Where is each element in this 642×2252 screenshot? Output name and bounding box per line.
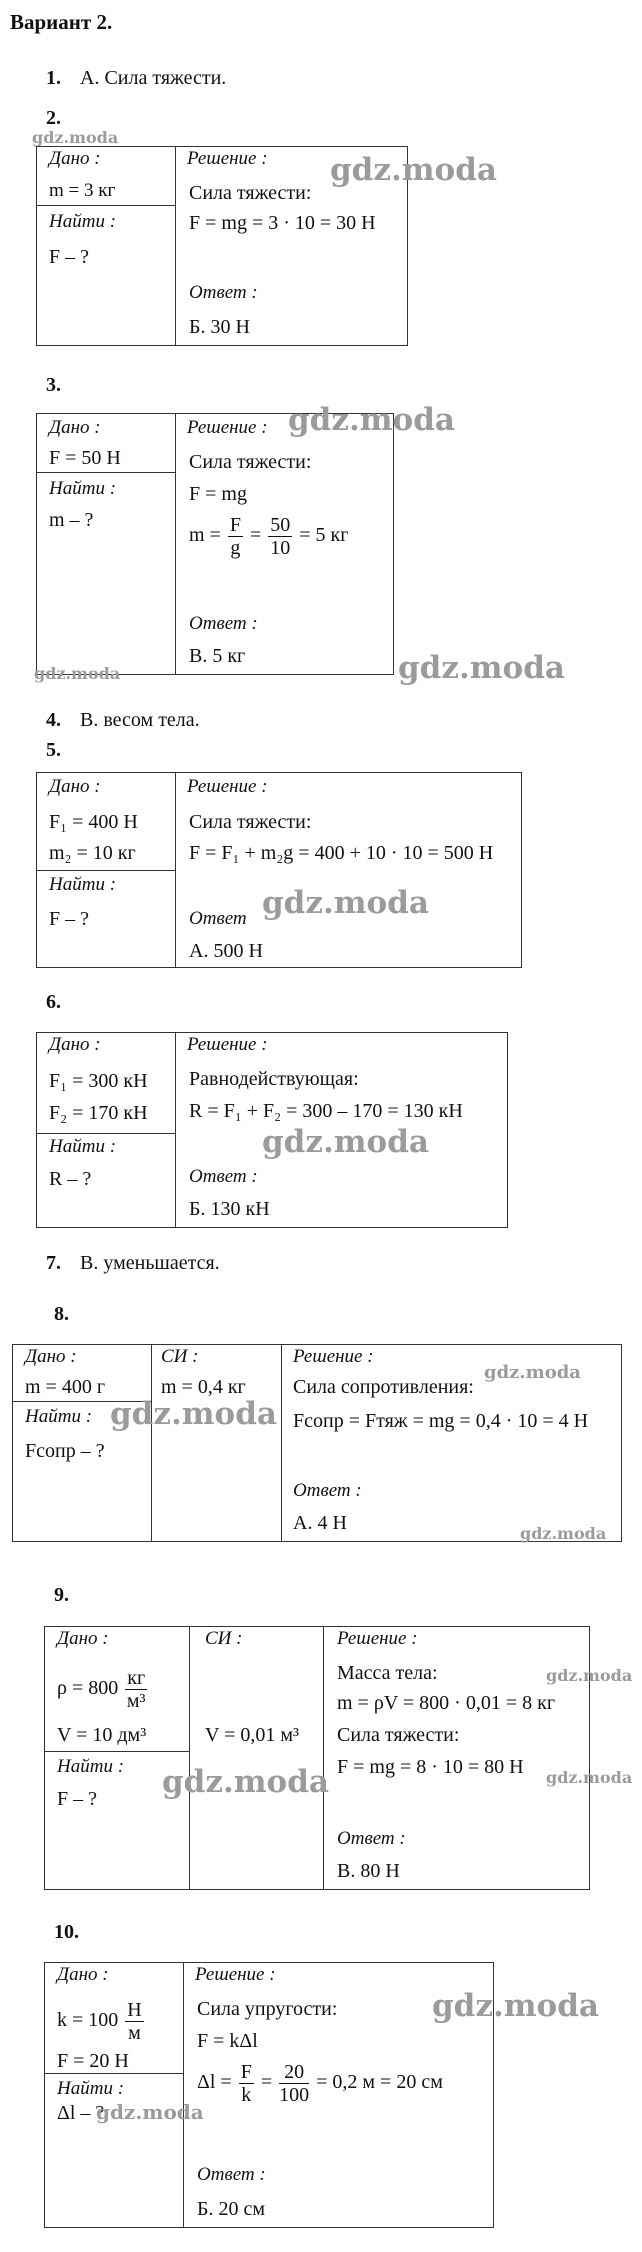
solution-formula-2: Δl = $\frac{F}{k}$ = $\frac{20}{100}$ = 0,2 м = 20 см — [197, 2061, 443, 2106]
question-8-number: 8. — [54, 1303, 69, 1325]
answer-label: Ответ : — [189, 282, 258, 303]
solution-heading: Сила тяжести: — [189, 451, 312, 473]
find-value: F – ? — [49, 246, 89, 268]
watermark: gdz.moda — [162, 1764, 329, 1800]
solution-formula: Fсопр = Fтяж = mg = 0,4 · 10 = 4 Н — [293, 1410, 589, 1432]
question-5-number: 5. — [46, 739, 61, 761]
solution-label: Решение : — [187, 776, 268, 797]
given-stiffness: k = 100 $\frac{Н}{м}$ — [57, 1998, 142, 2044]
answer-value: Б. 30 Н — [189, 316, 250, 338]
watermark: gdz.moda — [398, 650, 565, 686]
find-value: Fсопр – ? — [25, 1440, 105, 1462]
question-4-answer: В. весом тела. — [80, 709, 200, 731]
answer-value: В. 5 кг — [189, 645, 246, 667]
si-volume: V = 0,01 м³ — [205, 1724, 300, 1746]
watermark: gdz.moda — [288, 402, 455, 438]
answer-value: Б. 130 кН — [189, 1198, 270, 1220]
question-6-number: 6. — [46, 991, 61, 1013]
answer-value: А. 4 Н — [293, 1512, 347, 1534]
question-10-number: 10. — [54, 1921, 79, 1943]
question-9-table — [44, 1626, 590, 1890]
solution-formula-1: m = ρV = 800 · 0,01 = 8 кг — [337, 1692, 556, 1714]
solution-label: Решение : — [187, 417, 268, 438]
given-label: Дано : — [49, 776, 101, 797]
watermark: gdz.moda — [546, 1666, 633, 1685]
solution-formula: F = F₁ + m₂g = 400 + 10 · 10 = 500 Н — [189, 842, 494, 864]
solution-label: Решение : — [187, 1034, 268, 1055]
given-label: Дано : — [49, 148, 101, 169]
find-value: F – ? — [49, 908, 89, 930]
watermark: gdz.moda — [34, 664, 121, 683]
answer-label: Ответ : — [189, 613, 258, 634]
solution-heading: Сила сопротивления: — [293, 1376, 474, 1398]
find-label: Найти : — [57, 2078, 125, 2099]
find-value: R – ? — [49, 1168, 92, 1190]
solution-heading: Равнодействующая: — [189, 1068, 359, 1090]
given-force-1: F₁ = 400 Н — [49, 811, 138, 833]
solution-label: Решение : — [195, 1964, 276, 1985]
question-1-number: 1. — [46, 67, 61, 89]
answer-value: А. 500 Н — [189, 940, 263, 962]
given-mass: m = 400 г — [25, 1376, 106, 1398]
solution-heading: Сила тяжести: — [189, 182, 312, 204]
question-7-number: 7. — [46, 1252, 61, 1274]
given-label: Дано : — [25, 1346, 77, 1367]
solution-heading-2: Сила тяжести: — [337, 1724, 460, 1746]
given-force: F = 20 Н — [57, 2050, 129, 2072]
watermark: gdz.moda — [546, 1768, 633, 1787]
si-label: СИ : — [161, 1346, 199, 1367]
find-value: F – ? — [57, 1788, 97, 1810]
solution-label: Решение : — [187, 148, 268, 169]
watermark: gdz.moda — [262, 885, 429, 921]
given-label: Дано : — [49, 417, 101, 438]
answer-value: Б. 20 см — [197, 2198, 266, 2220]
watermark: gdz.moda — [484, 1362, 581, 1383]
given-mass: m = 3 кг — [49, 180, 116, 201]
page-title: Вариант 2. — [10, 10, 113, 34]
find-value: Δl – ? — [57, 2102, 105, 2124]
find-label: Найти : — [57, 1756, 125, 1777]
find-label: Найти : — [25, 1406, 93, 1427]
given-label: Дано : — [57, 1964, 109, 1985]
watermark: gdz.moda — [110, 1396, 277, 1432]
question-9-number: 9. — [54, 1584, 69, 1606]
solution-formula-2: m = $\frac{F}{g}$ = $\frac{50}{10}$ = 5 кг — [189, 514, 349, 559]
question-1-answer: А. Сила тяжести. — [80, 67, 227, 89]
question-4-number: 4. — [46, 709, 61, 731]
question-5-table — [36, 772, 522, 968]
solution-label: Решение : — [337, 1628, 418, 1649]
find-value: m – ? — [49, 509, 94, 531]
watermark: gdz.moda — [330, 152, 497, 188]
solution-heading-1: Масса тела: — [337, 1662, 438, 1684]
given-mass-2: m₂ = 10 кг — [49, 842, 136, 864]
si-mass: m = 0,4 кг — [161, 1376, 246, 1398]
solution-formula: R = F₁ + F₂ = 300 – 170 = 130 кН — [189, 1100, 463, 1122]
solution-formula-1: F = mg — [189, 483, 247, 505]
answer-label: Ответ : — [293, 1480, 362, 1501]
given-force-2: F₂ = 170 кН — [49, 1102, 148, 1124]
solution-formula-1: F = kΔl — [197, 2030, 258, 2052]
solution-formula: F = mg = 3 · 10 = 30 Н — [189, 212, 376, 234]
question-2-number: 2. — [46, 107, 61, 129]
find-label: Найти : — [49, 874, 117, 895]
si-label: СИ : — [205, 1628, 243, 1649]
find-label: Найти : — [49, 211, 117, 232]
solution-label: Решение : — [293, 1346, 374, 1367]
answer-label: Ответ : — [189, 1166, 258, 1187]
question-10-table — [44, 1962, 494, 2228]
find-label: Найти : — [49, 1136, 117, 1157]
question-3-number: 3. — [46, 374, 61, 396]
given-label: Дано : — [57, 1628, 109, 1649]
watermark: gdz.moda — [96, 2100, 204, 2124]
question-7-answer: В. уменьшается. — [80, 1252, 220, 1274]
watermark: gdz.moda — [432, 1988, 599, 2024]
given-density: ρ = 800 $\frac{кг}{\text{м³}}$ — [57, 1666, 146, 1712]
given-label: Дано : — [49, 1034, 101, 1055]
answer-label: Ответ : — [197, 2164, 266, 2185]
find-label: Найти : — [49, 478, 117, 499]
given-force: F = 50 Н — [49, 447, 121, 469]
given-volume: V = 10 дм³ — [57, 1724, 147, 1746]
watermark: gdz.moda — [262, 1124, 429, 1160]
question-3-table — [36, 413, 394, 675]
given-force-1: F₁ = 300 кН — [49, 1070, 148, 1092]
watermark: gdz.moda — [32, 128, 119, 147]
answer-label: Ответ : — [337, 1828, 406, 1849]
answer-value: В. 80 Н — [337, 1860, 400, 1882]
answer-label: Ответ — [189, 908, 247, 929]
solution-heading: Сила тяжести: — [189, 811, 312, 833]
solution-formula-2: F = mg = 8 · 10 = 80 Н — [337, 1756, 524, 1778]
solution-heading: Сила упругости: — [197, 1998, 338, 2020]
watermark: gdz.moda — [520, 1524, 607, 1543]
